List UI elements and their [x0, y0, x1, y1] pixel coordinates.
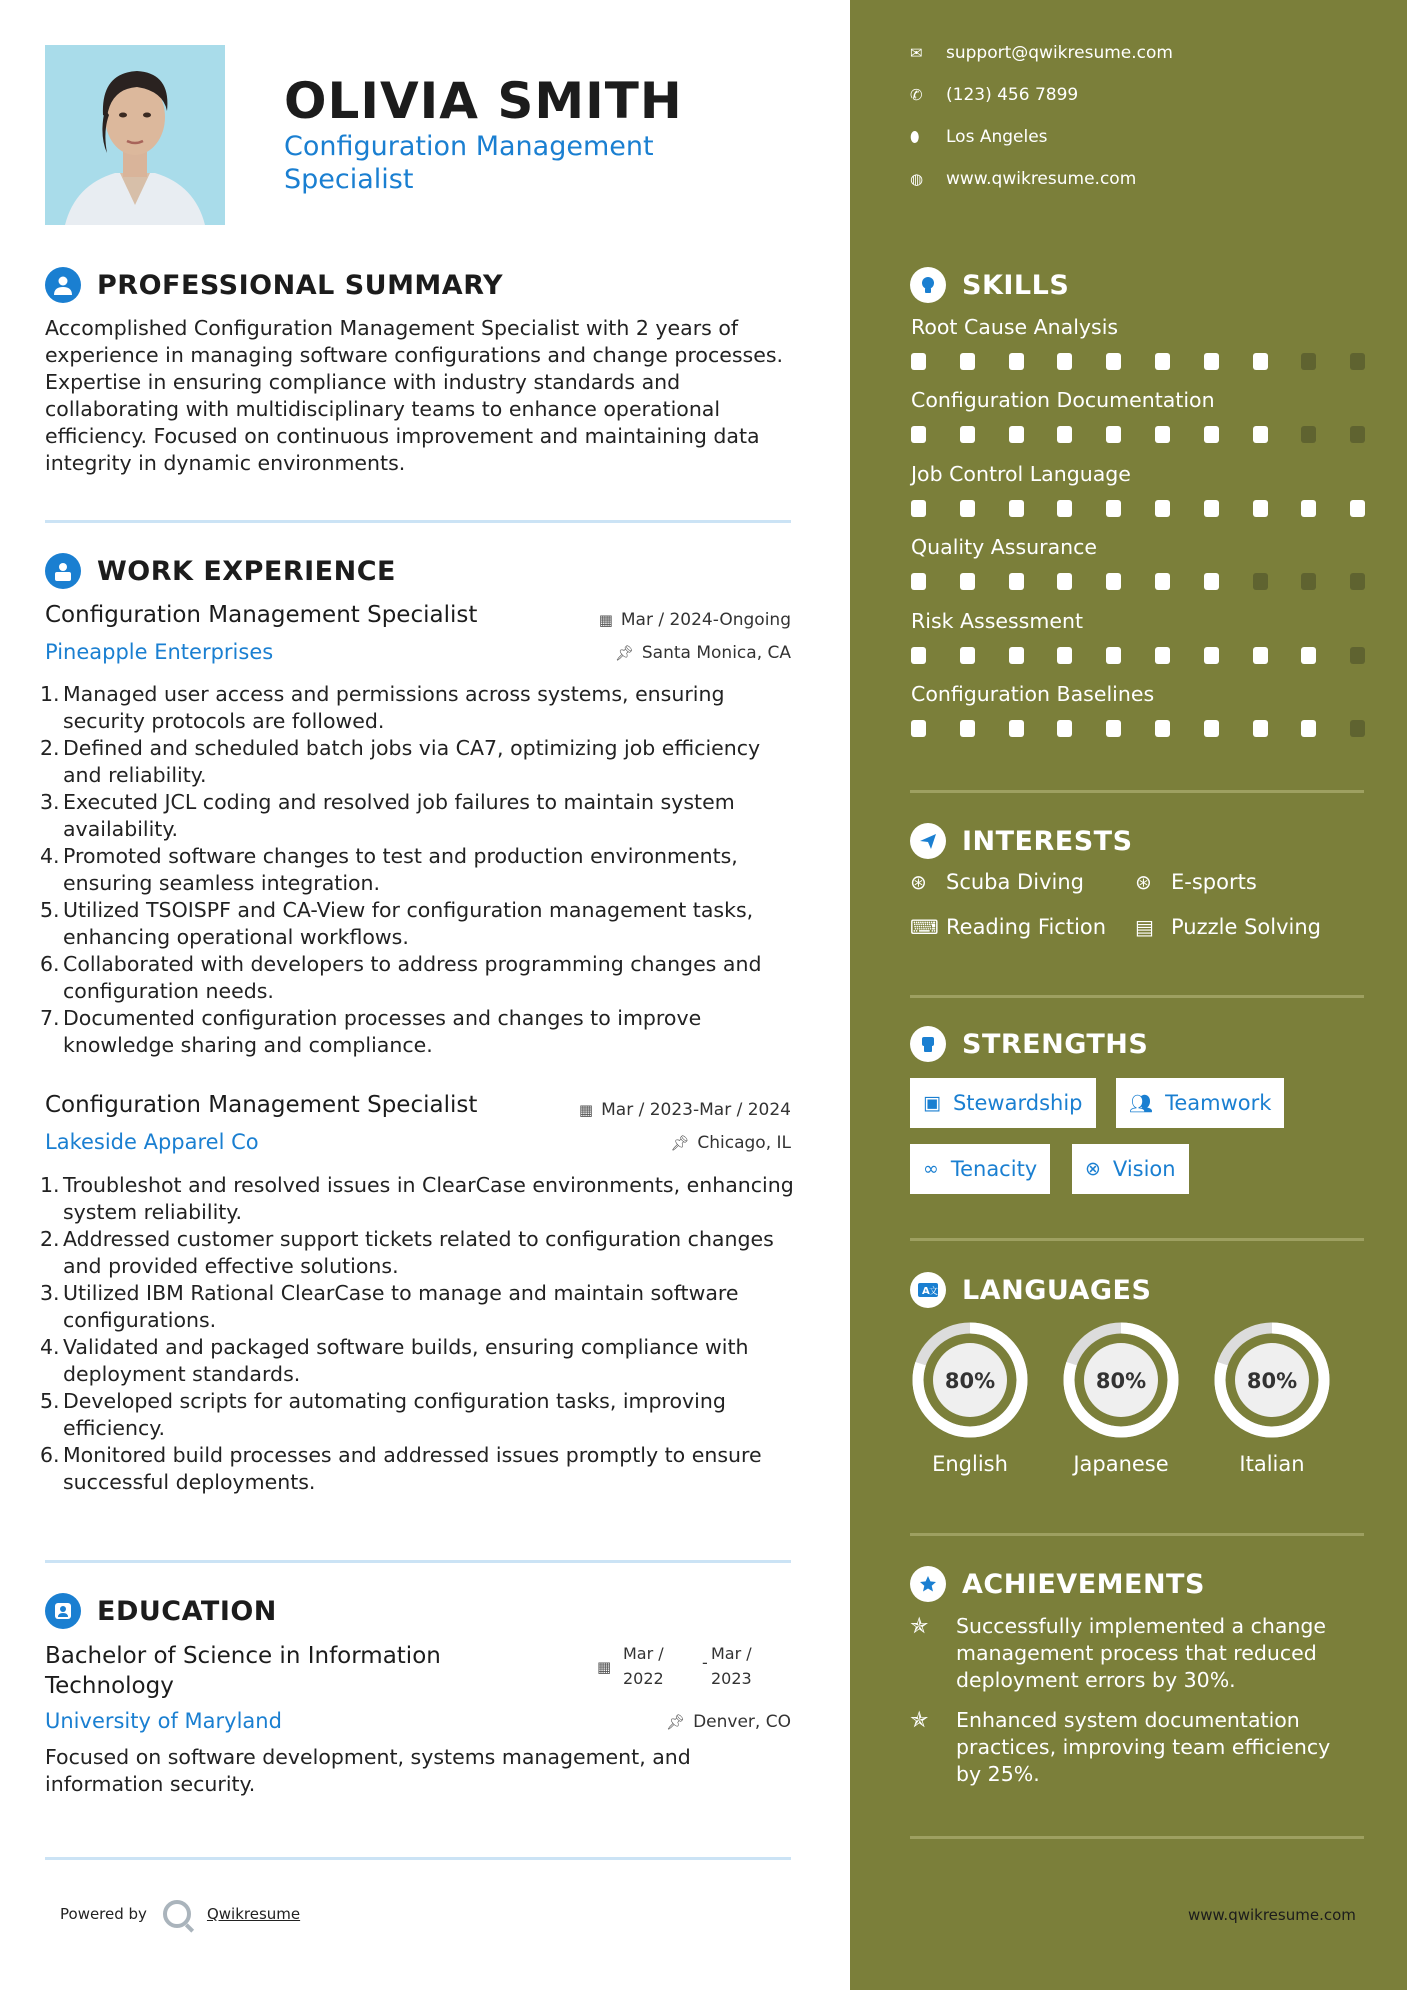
- language-name: English: [932, 1452, 1008, 1476]
- language-percent: 80%: [1246, 1369, 1298, 1393]
- bullet-text: Defined and scheduled batch jobs via CA7, optimizing job efficiency and reliability.: [63, 736, 761, 787]
- language-item: [1059, 1318, 1183, 1476]
- interest-label: Scuba Diving: [946, 870, 1084, 894]
- skill-dot-filled: [1350, 500, 1365, 517]
- job-bullets: [40, 1172, 800, 1496]
- svg-text:A: A: [922, 1286, 930, 1297]
- skill-dot-filled: [1057, 500, 1072, 517]
- section-divider: [45, 520, 791, 523]
- gamepad-icon: ⌨: [910, 915, 939, 939]
- skill-dot-filled: [1253, 353, 1268, 370]
- job-location-text: Chicago, IL: [697, 1133, 791, 1153]
- bullet-number: 5.: [40, 898, 60, 922]
- education-degree: Bachelor of Science in Information Technology: [45, 1643, 441, 1699]
- binoculars-icon: ⊗: [1085, 1158, 1101, 1180]
- skill-dot-filled: [960, 353, 975, 370]
- interest-item: [1135, 915, 1321, 939]
- sidebar-divider: [910, 1533, 1364, 1536]
- skill-dot-filled: [911, 500, 926, 517]
- globe-icon: ◍: [910, 170, 924, 188]
- bullet-number: 4.: [40, 844, 60, 868]
- skill-dot-empty: [1350, 353, 1365, 370]
- strengths-title: STRENGTHS: [962, 1028, 1149, 1060]
- skill-dot-filled: [1204, 647, 1219, 664]
- bullet-number: 2.: [40, 736, 60, 760]
- pin-icon: 📌︎: [614, 644, 634, 662]
- summary-heading: [45, 267, 503, 303]
- job-location-text: Santa Monica, CA: [641, 643, 791, 663]
- skill-dot-filled: [1106, 647, 1121, 664]
- language-item: [1210, 1318, 1334, 1476]
- shooting-star-icon: ✯: [910, 1708, 929, 1733]
- skill-dot-empty: [1301, 353, 1316, 370]
- star-badge-icon: [910, 1566, 946, 1602]
- job-company: Pineapple Enterprises: [45, 640, 274, 664]
- qwikresume-logo-icon: [163, 1900, 191, 1928]
- skill-dot-filled: [1204, 353, 1219, 370]
- bullet-number: 6.: [40, 1443, 60, 1467]
- brand-link[interactable]: Qwikresume: [206, 1905, 301, 1923]
- sidebar-divider: [910, 1238, 1364, 1241]
- skill-dot-filled: [1253, 647, 1268, 664]
- skill-dot-filled: [1155, 573, 1170, 590]
- skill-dot-filled: [1301, 647, 1316, 664]
- powered-by-label: Powered by: [60, 1905, 147, 1923]
- interests-title: INTERESTS: [962, 825, 1133, 857]
- education-end: Mar / 2023: [711, 1644, 752, 1688]
- skill-dot-filled: [911, 426, 926, 443]
- achievement-item: [910, 1613, 1350, 1694]
- strength-label: Teamwork: [1165, 1091, 1272, 1115]
- skill-dot-filled: [1106, 500, 1121, 517]
- skill-name: Configuration Baselines: [911, 682, 1155, 706]
- strength-label: Stewardship: [952, 1091, 1083, 1115]
- interest-label: E-sports: [1171, 870, 1257, 894]
- skill-dot-empty: [1350, 720, 1365, 737]
- skill-dot-filled: [1009, 426, 1024, 443]
- user-icon: [45, 267, 81, 303]
- skill-dot-filled: [1009, 353, 1024, 370]
- bullet-text: Validated and packaged software builds, ensuring compliance with deployment standards.: [63, 1335, 749, 1386]
- bullet-item: [40, 1388, 800, 1442]
- job-company: Lakeside Apparel Co: [45, 1130, 259, 1154]
- section-divider: [45, 1857, 791, 1860]
- bullet-text: Documented configuration processes and changes to improve knowledge sharing and compliance.: [63, 1006, 702, 1057]
- skill-dot-filled: [1301, 720, 1316, 737]
- skill-dot-filled: [1204, 573, 1219, 590]
- skill-dot-filled: [960, 573, 975, 590]
- skill-dot-empty: [1350, 573, 1365, 590]
- candidate-title: Configuration Management Specialist: [284, 131, 654, 195]
- candidate-name: OLIVIA SMITH: [284, 72, 683, 130]
- strength-label: Tenacity: [950, 1157, 1038, 1181]
- interest-label: Puzzle Solving: [1171, 915, 1321, 939]
- job-location: [670, 1133, 791, 1153]
- skill-dot-empty: [1301, 573, 1316, 590]
- language-progress-ring: [1210, 1318, 1334, 1442]
- bullet-number: 1.: [40, 1173, 60, 1197]
- skill-level-dots: [911, 573, 1399, 590]
- contact-email[interactable]: [910, 43, 1173, 63]
- skill-dot-filled: [1106, 353, 1121, 370]
- job-bullets: [40, 681, 800, 1059]
- skill-dot-filled: [960, 720, 975, 737]
- sidebar-divider: [910, 1836, 1364, 1839]
- education-start: Mar / 2022: [623, 1644, 664, 1688]
- bullet-item: [40, 1280, 800, 1334]
- skill-name: Root Cause Analysis: [911, 315, 1119, 339]
- achievements-title: ACHIEVEMENTS: [962, 1568, 1205, 1600]
- calendar-icon: ▦: [597, 1658, 612, 1676]
- skill-dot-filled: [1253, 500, 1268, 517]
- bullet-text: Addressed customer support tickets related to configuration changes and provided effective solutions.: [63, 1227, 774, 1278]
- languages-heading: [910, 1272, 1151, 1308]
- bullet-text: Troubleshot and resolved issues in ClearCase environments, enhancing system reliability.: [63, 1173, 794, 1224]
- language-progress-ring: [1059, 1318, 1183, 1442]
- strength-tag: [910, 1144, 1050, 1194]
- envelope-icon: ✉: [910, 44, 923, 62]
- skills-heading: [910, 267, 1069, 303]
- bullet-item: [40, 843, 800, 897]
- briefcase-icon: [45, 553, 81, 589]
- bullet-text: Promoted software changes to test and production environments, ensuring seamless integration.: [63, 844, 738, 895]
- bullet-number: 6.: [40, 952, 60, 976]
- bullet-item: [40, 789, 800, 843]
- language-percent: 80%: [944, 1369, 996, 1393]
- language-item: [908, 1318, 1032, 1476]
- skill-dot-filled: [1057, 720, 1072, 737]
- skill-name: Risk Assessment: [911, 608, 1083, 633]
- skill-dot-filled: [1204, 500, 1219, 517]
- skill-dot-filled: [1009, 720, 1024, 737]
- interest-label: Reading Fiction: [946, 915, 1107, 939]
- contact-phone-text: (123) 456 7899: [946, 85, 1079, 105]
- interest-item: [910, 915, 1106, 939]
- pin-icon: 📌︎: [666, 1713, 686, 1731]
- job-dates: [579, 1100, 791, 1120]
- experience-title: WORK EXPERIENCE: [97, 555, 396, 587]
- bullet-item: [40, 1442, 800, 1496]
- strength-tag: [1116, 1078, 1284, 1128]
- bullet-item: [40, 1172, 800, 1226]
- skill-dot-filled: [1204, 720, 1219, 737]
- shooting-star-icon: ✯: [910, 1614, 929, 1639]
- skill-dot-filled: [960, 426, 975, 443]
- languages-title: LANGUAGES: [962, 1274, 1152, 1306]
- skill-dot-filled: [1009, 647, 1024, 664]
- skill-dot-filled: [1106, 426, 1121, 443]
- skill-level-dots: [911, 353, 1399, 370]
- language-name: Japanese: [1073, 1452, 1169, 1476]
- fist-icon: [910, 1026, 946, 1062]
- sidebar-divider: [910, 995, 1364, 998]
- achievement-text: Successfully implemented a change management process that reduced deployment errors by 30%.: [956, 1614, 1327, 1692]
- skill-name: Job Control Language: [911, 461, 1131, 486]
- bullet-number: 2.: [40, 1227, 60, 1251]
- skill-dot-filled: [1155, 353, 1170, 370]
- summary-text: Accomplished Configuration Management Specialist with 2 years of experience in managing software configurations and change processes. Expertise in ensuring compliance with industry standards and collaborating with multidisciplinary teams to enhance operational efficiency. Focused on continuous improvement and maintaining data integrity in dynamic environments.: [45, 316, 784, 475]
- phone-icon: ✆: [910, 86, 923, 104]
- bullet-number: 5.: [40, 1389, 60, 1413]
- strength-tag: [1072, 1144, 1189, 1194]
- language-progress-ring: [908, 1318, 1032, 1442]
- achievements-heading: [910, 1566, 1205, 1602]
- skill-dot-empty: [1350, 647, 1365, 664]
- experience-heading: [45, 553, 396, 589]
- job-dates-text: Mar / 2023-Mar / 2024: [601, 1100, 791, 1120]
- footer-site[interactable]: www.qwikresume.com: [1188, 1906, 1356, 1924]
- language-name: Italian: [1239, 1452, 1305, 1476]
- skill-dot-filled: [1057, 647, 1072, 664]
- skill-dot-filled: [960, 647, 975, 664]
- briefcase-icon: ▣: [923, 1092, 941, 1114]
- skill-dot-empty: [1350, 426, 1365, 443]
- skill-dot-filled: [1009, 500, 1024, 517]
- bullet-number: 3.: [40, 790, 60, 814]
- skill-dot-filled: [1057, 426, 1072, 443]
- skill-level-dots: [911, 720, 1399, 737]
- skill-dot-filled: [1057, 353, 1072, 370]
- bullet-number: 1.: [40, 682, 60, 706]
- lightbulb-icon: [910, 267, 946, 303]
- job-role: Configuration Management Specialist: [45, 602, 478, 628]
- map-marker-icon: ⬮: [910, 128, 920, 146]
- book-icon: ▤: [1135, 915, 1154, 939]
- strengths-heading: [910, 1026, 1148, 1062]
- skill-dot-filled: [1204, 426, 1219, 443]
- link-icon: ∞: [923, 1158, 939, 1180]
- contact-email-text: support@qwikresume.com: [946, 43, 1173, 63]
- education-heading: [45, 1593, 277, 1629]
- life-ring-icon: ⊛: [1135, 870, 1152, 894]
- education-location-text: Denver, CO: [693, 1712, 791, 1732]
- bullet-item: [40, 951, 800, 1005]
- skill-dot-filled: [1155, 500, 1170, 517]
- skill-dot-filled: [1253, 426, 1268, 443]
- users-icon: 👥︎: [1129, 1092, 1154, 1115]
- bullet-item: [40, 1005, 800, 1059]
- paper-plane-icon: [910, 823, 946, 859]
- contact-website-text: www.qwikresume.com: [946, 169, 1137, 189]
- life-ring-icon: ⊛: [910, 870, 927, 894]
- skill-name: Configuration Documentation: [911, 388, 1215, 413]
- language-percent: 80%: [1095, 1369, 1147, 1393]
- contact-phone[interactable]: [910, 85, 1078, 105]
- bullet-text: Managed user access and permissions across systems, ensuring security protocols are followed.: [63, 682, 725, 733]
- bullet-text: Utilized IBM Rational ClearCase to manage and maintain software configurations.: [63, 1281, 739, 1332]
- section-divider: [45, 1560, 791, 1563]
- achievement-text: Enhanced system documentation practices, improving team efficiency by 25%.: [956, 1708, 1331, 1786]
- bullet-text: Developed scripts for automating configuration tasks, improving efficiency.: [63, 1389, 726, 1440]
- bullet-text: Monitored build processes and addressed issues promptly to ensure successful deployments.: [63, 1443, 762, 1494]
- skill-dot-filled: [911, 353, 926, 370]
- profile-photo: [45, 45, 225, 225]
- calendar-icon: ▦: [598, 611, 613, 629]
- strength-label: Vision: [1112, 1157, 1176, 1181]
- skill-dot-filled: [911, 720, 926, 737]
- bullet-text: Executed JCL coding and resolved job failures to maintain system availability.: [63, 790, 735, 841]
- skill-dot-filled: [960, 500, 975, 517]
- skill-dot-filled: [1155, 647, 1170, 664]
- job-dates: [599, 610, 791, 630]
- skill-dot-filled: [1106, 573, 1121, 590]
- education-dash: -: [702, 1653, 708, 1672]
- bullet-number: 3.: [40, 1281, 60, 1305]
- education-location: [666, 1712, 791, 1732]
- skill-dot-filled: [1301, 500, 1316, 517]
- education-title: EDUCATION: [97, 1595, 277, 1627]
- skill-dot-filled: [1009, 573, 1024, 590]
- graduate-icon: [45, 1593, 81, 1629]
- skills-title: SKILLS: [962, 269, 1070, 301]
- footer-powered: [60, 1900, 300, 1928]
- skill-name: Quality Assurance: [911, 535, 1098, 560]
- bullet-item: [40, 897, 800, 951]
- skill-dot-empty: [1253, 573, 1268, 590]
- strength-tag: [910, 1078, 1096, 1128]
- sidebar-divider: [910, 790, 1364, 793]
- bullet-item: [40, 735, 800, 789]
- skill-dot-filled: [911, 647, 926, 664]
- skill-dot-empty: [1301, 426, 1316, 443]
- bullet-number: 4.: [40, 1335, 60, 1359]
- interest-item: [1135, 870, 1257, 894]
- contact-location: [910, 127, 1048, 147]
- summary-title: PROFESSIONAL SUMMARY: [97, 269, 504, 301]
- interest-item: [910, 870, 1084, 894]
- skill-level-dots: [911, 426, 1399, 443]
- bullet-number: 7.: [40, 1006, 60, 1030]
- skill-dot-filled: [1106, 720, 1121, 737]
- svg-text:文: 文: [929, 1287, 939, 1297]
- skill-dot-filled: [1057, 573, 1072, 590]
- bullet-text: Utilized TSOISPF and CA-View for configuration management tasks, enhancing operational workflows.: [63, 898, 754, 949]
- job-dates-text: Mar / 2024-Ongoing: [620, 610, 791, 630]
- skill-dot-filled: [911, 573, 926, 590]
- education-text: Focused on software development, systems management, and information security.: [45, 1745, 691, 1796]
- achievement-item: [910, 1707, 1350, 1788]
- pin-icon: 📌︎: [670, 1134, 690, 1152]
- bullet-item: [40, 1226, 800, 1280]
- bullet-item: [40, 681, 800, 735]
- job-location: [615, 643, 791, 663]
- skill-level-dots: [911, 500, 1399, 517]
- bullet-item: [40, 1334, 800, 1388]
- job-role: Configuration Management Specialist: [45, 1092, 478, 1118]
- contact-website[interactable]: [910, 169, 1136, 189]
- skill-dot-filled: [1155, 426, 1170, 443]
- calendar-icon: ▦: [578, 1101, 594, 1119]
- skill-dot-filled: [1253, 720, 1268, 737]
- skill-level-dots: [911, 647, 1399, 664]
- education-school: University of Maryland: [45, 1709, 282, 1733]
- skill-dot-filled: [1155, 720, 1170, 737]
- translate-icon: [910, 1272, 946, 1308]
- bullet-text: Collaborated with developers to address programming changes and configuration needs.: [63, 952, 762, 1003]
- interests-heading: [910, 823, 1133, 859]
- contact-location-text: Los Angeles: [946, 127, 1048, 147]
